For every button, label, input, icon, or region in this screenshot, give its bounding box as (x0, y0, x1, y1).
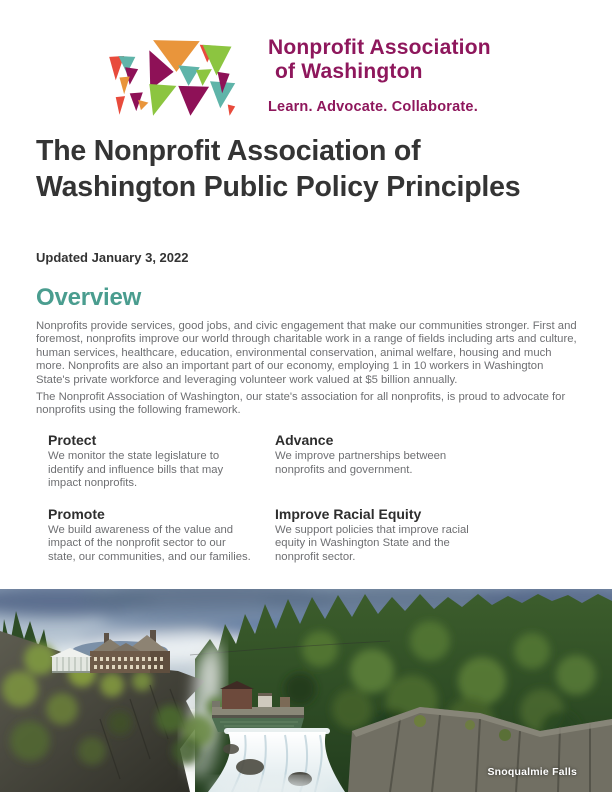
framework-item-promote (48, 506, 275, 565)
org-name-line1: Nonprofit Association (268, 36, 491, 59)
updated-date: Updated January 3, 2022 (36, 250, 189, 265)
overview-paragraph-2: The Nonprofit Association of Washington, our state's association for all nonprofits, is proud to advocate for nonprofits using the following framework. (36, 391, 566, 417)
page-title-line2: Washington Public Policy Principles (36, 170, 521, 203)
framework-heading-advance: Advance (275, 432, 334, 448)
org-name-line2: of Washington (275, 59, 423, 83)
framework-body-protect: We monitor the state legislature to identify and influence bills that may impact nonprofits. (48, 450, 224, 489)
framework-body-advance: We improve partnerships between nonprofits and government. (275, 450, 447, 476)
framework-item-advance (275, 432, 515, 491)
framework-body-improve-racial-equity: We support policies that improve racial equity in Washington State and the nonprofit sector. (275, 523, 469, 563)
framework-heading-improve-racial-equity: Improve Racial Equity (275, 505, 422, 522)
framework-body-promote: We build awareness of the value and impact of the nonprofit sector to our state, our communities, and our families. (48, 523, 251, 563)
photo-caption: Snoqualmie Falls (487, 766, 577, 778)
overview-paragraph-1: Nonprofits provide services, good jobs, and civic engagement that make our communities stronger. First and foremost, nonprofits improve our world through charitable work in a range of fields including arts and culture, human services, healthcare, education, environmental conservation, animal welfare, housing and much more. Nonprofits are also an important part of our economy, employing 1 in 10 workers in Washington State's private workforce and leveraging volunteer work valued at $5 billion annually. (36, 320, 577, 386)
snoqualmie-falls-photo (0, 589, 612, 792)
page-title (36, 134, 596, 206)
washington-mosaic-logo-graphic (106, 28, 258, 126)
org-tagline: Learn. Advocate. Collaborate. (268, 99, 478, 116)
page-title-line1: The Nonprofit Association of (36, 135, 421, 167)
framework-item-improve-racial-equity (275, 506, 515, 565)
framework-grid (48, 432, 515, 564)
framework-heading-promote: Promote (48, 505, 105, 522)
framework-item-protect (48, 432, 275, 491)
framework-heading-protect: Protect (48, 432, 97, 448)
org-logo (106, 28, 491, 126)
org-name (268, 36, 491, 83)
overview-heading: Overview (36, 284, 142, 311)
